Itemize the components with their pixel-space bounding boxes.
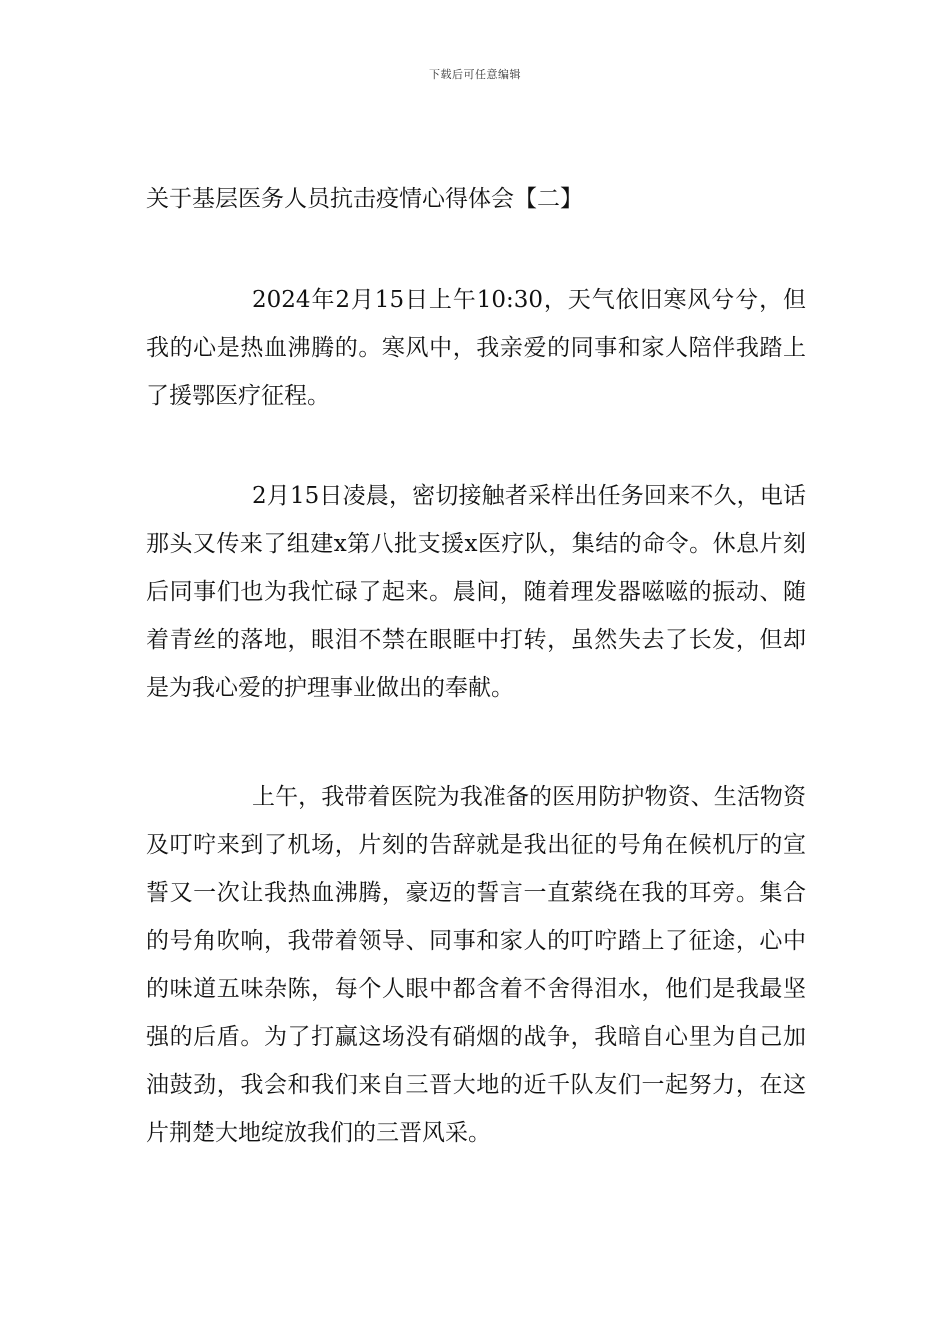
paragraph-2: 2月15日凌晨，密切接触者采样出任务回来不久，电话那头又传来了组建x第八批支援x医疗队，集结的命令。休息片刻后同事们也为我忙碌了起来。晨间，随着理发器嗞嗞的振动、随着青丝的落地，眼泪不禁在眼眶中打转，虽然失去了长发，但却是为我心爱的护理事业做出的奉献。	[146, 483, 806, 701]
header-note: 下载后可任意编辑	[429, 68, 521, 81]
paragraph-3: 上午，我带着医院为我准备的医用防护物资、生活物资及叮咛来到了机场，片刻的告辞就是我出征的号角在候机厅的宣誓又一次让我热血沸腾，豪迈的誓言一直萦绕在我的耳旁。集合的号角吹响，我带着领导、同事和家人的叮咛踏上了征途，心中的味道五味杂陈，每个人眼中都含着不舍得泪水，他们是我最坚强的后盾。为了打赢这场没有硝烟的战争，我暗自心里为自己加油鼓劲，我会和我们来自三晋大地的近千队友们一起努力，在这片荆楚大地绽放我们的三晋风采。	[146, 784, 806, 1146]
document-title: 关于基层医务人员抗击疫情心得体会【二】	[146, 186, 583, 212]
paragraph-1: 2024年2月15日上午10:30，天气依旧寒风兮兮，但我的心是热血沸腾的。寒风中，我亲爱的同事和家人陪伴我踏上了援鄂医疗征程。	[146, 287, 806, 409]
